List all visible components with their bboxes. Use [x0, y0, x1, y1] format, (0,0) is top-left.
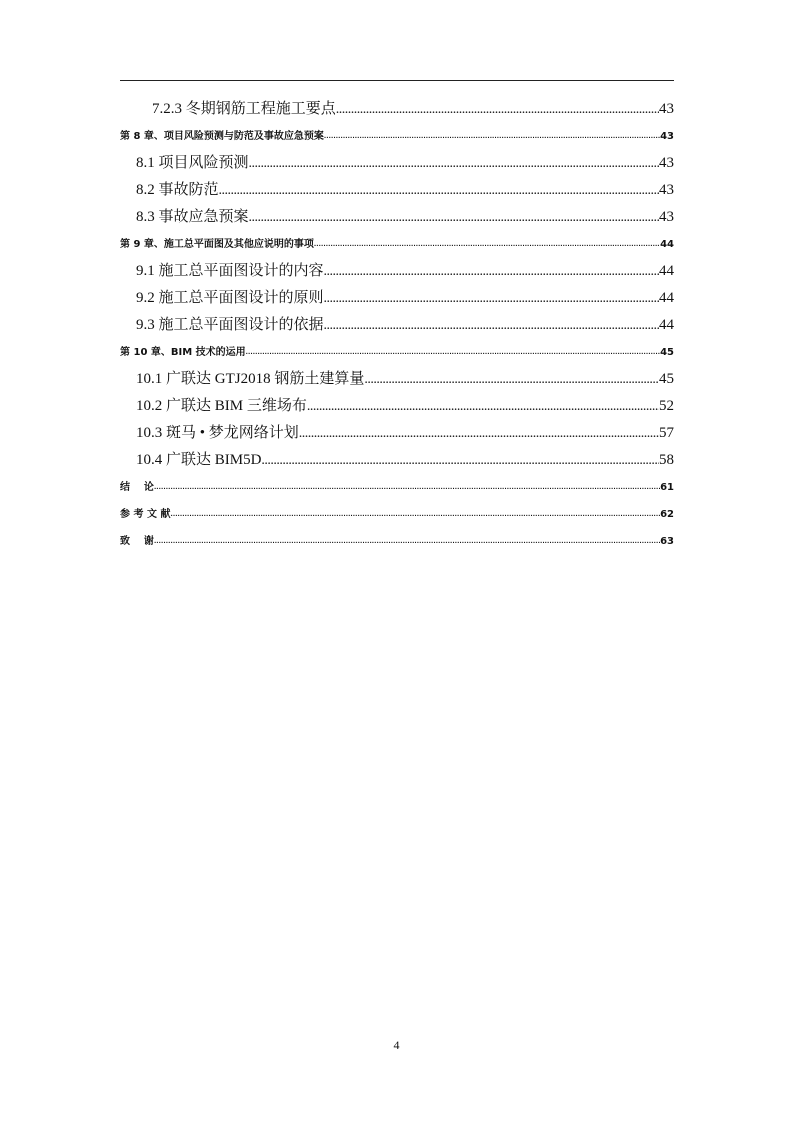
toc-entry[interactable]: [120, 474, 674, 501]
toc-entry-page: 62: [660, 509, 674, 520]
toc-entry[interactable]: [120, 177, 674, 204]
toc-entry-title: 结 论: [120, 482, 154, 493]
toc-entry-page: 61: [660, 482, 674, 493]
toc-entry-title: 9.2 施工总平面图设计的原则: [136, 290, 324, 306]
toc-entry-title: 8.2 事故防范: [136, 182, 219, 198]
toc-entry[interactable]: [120, 258, 674, 285]
toc-dot-leader: [219, 177, 659, 204]
toc-entry-title: 9.1 施工总平面图设计的内容: [136, 263, 324, 279]
toc-dot-leader: [261, 447, 659, 474]
toc-entry-page: 43: [659, 155, 674, 171]
toc-entry-page: 57: [659, 425, 674, 441]
toc-entry-page: 44: [660, 239, 674, 250]
table-of-contents: [120, 96, 674, 555]
toc-entry-title: 9.3 施工总平面图设计的依据: [136, 317, 324, 333]
toc-dot-leader: [249, 150, 659, 177]
toc-entry-title: 10.3 斑马 • 梦龙网络计划: [136, 425, 299, 441]
toc-dot-leader: [364, 366, 659, 393]
toc-entry[interactable]: [120, 393, 674, 420]
toc-dot-leader: [324, 123, 660, 150]
toc-entry-title: 7.2.3 冬期钢筋工程施工要点: [152, 101, 336, 117]
toc-dot-leader: [324, 285, 659, 312]
toc-entry[interactable]: [120, 96, 674, 123]
toc-entry-title: 第 8 章、项目风险预测与防范及事故应急预案: [120, 131, 324, 142]
toc-dot-leader: [246, 339, 660, 366]
toc-dot-leader: [154, 474, 660, 501]
toc-entry[interactable]: [120, 420, 674, 447]
toc-entry[interactable]: [120, 501, 674, 528]
toc-entry[interactable]: [120, 150, 674, 177]
toc-entry[interactable]: [120, 447, 674, 474]
toc-entry-page: 44: [659, 290, 674, 306]
toc-entry-page: 45: [659, 371, 674, 387]
toc-entry-title: 8.3 事故应急预案: [136, 209, 249, 225]
toc-entry[interactable]: [120, 528, 674, 555]
toc-entry-title: 8.1 项目风险预测: [136, 155, 249, 171]
toc-entry-page: 44: [659, 317, 674, 333]
toc-dot-leader: [154, 528, 660, 555]
toc-entry-page: 52: [659, 398, 674, 414]
toc-entry[interactable]: [120, 123, 674, 150]
toc-entry[interactable]: [120, 312, 674, 339]
page-number: 4: [393, 1038, 400, 1052]
toc-entry-page: 43: [659, 101, 674, 117]
toc-dot-leader: [170, 501, 660, 528]
toc-dot-leader: [307, 393, 659, 420]
toc-entry[interactable]: [120, 231, 674, 258]
toc-dot-leader: [336, 96, 659, 123]
toc-entry-page: 43: [660, 131, 674, 142]
toc-dot-leader: [299, 420, 659, 447]
toc-dot-leader: [324, 312, 659, 339]
toc-dot-leader: [324, 258, 659, 285]
toc-entry-page: 45: [660, 347, 674, 358]
toc-entry[interactable]: [120, 366, 674, 393]
toc-entry-page: 44: [659, 263, 674, 279]
toc-entry-title: 第 9 章、施工总平面图及其他应说明的事项: [120, 239, 314, 250]
toc-entry-page: 58: [659, 452, 674, 468]
toc-entry-title: 参 考 文 献: [120, 509, 171, 520]
toc-entry-title: 第 10 章、BIM 技术的运用: [120, 347, 246, 358]
toc-entry[interactable]: [120, 339, 674, 366]
toc-entry-title: 10.1 广联达 GTJ2018 钢筋土建算量: [136, 371, 365, 387]
toc-dot-leader: [314, 231, 660, 258]
toc-entry-title: 10.2 广联达 BIM 三维场布: [136, 398, 307, 414]
toc-entry-title: 10.4 广联达 BIM5D: [136, 452, 262, 468]
toc-entry-page: 63: [660, 536, 674, 547]
toc-entry[interactable]: [120, 204, 674, 231]
toc-entry-page: 43: [659, 209, 674, 225]
header-rule: [120, 80, 674, 81]
toc-entry-title: 致 谢: [120, 536, 154, 547]
toc-dot-leader: [249, 204, 659, 231]
toc-entry-page: 43: [659, 182, 674, 198]
toc-entry[interactable]: [120, 285, 674, 312]
